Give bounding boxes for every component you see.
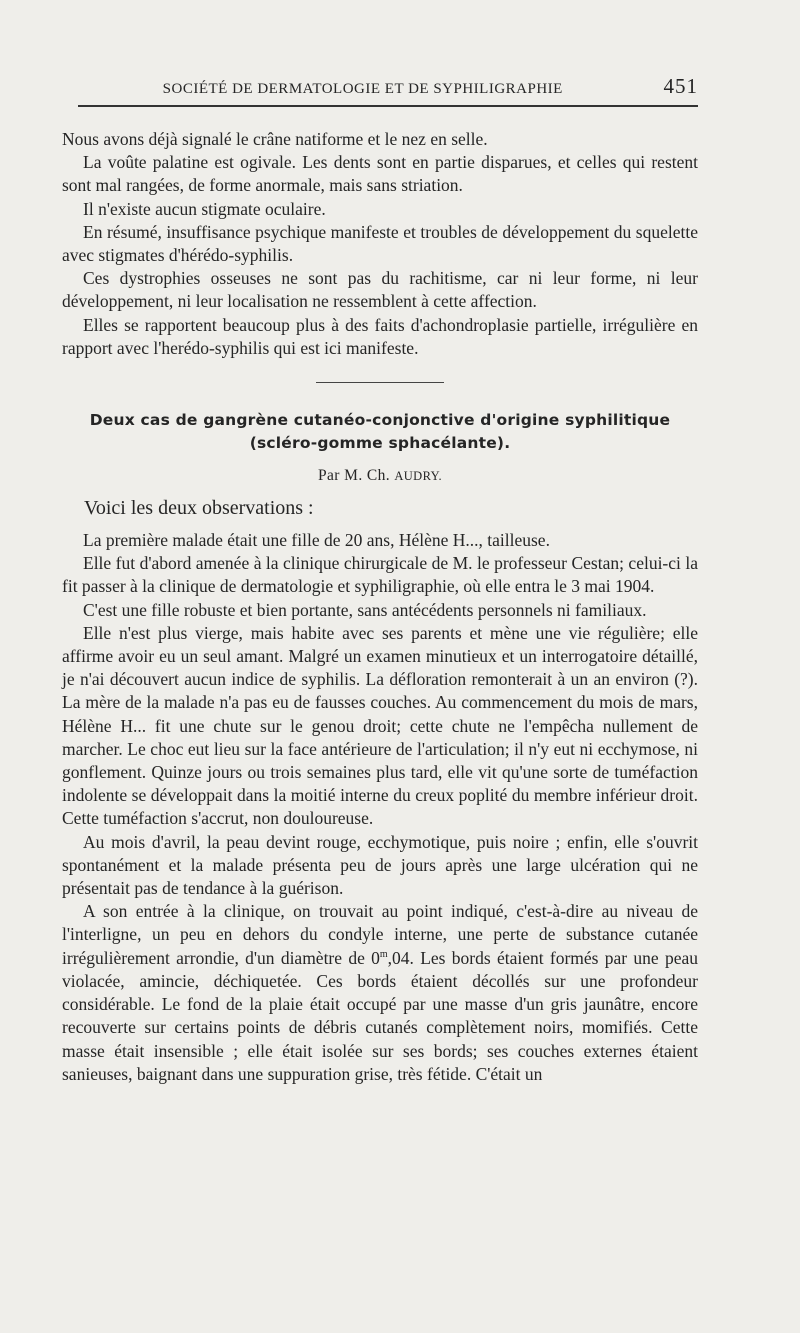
paragraph-crane: Nous avons déjà signalé le crâne natiforme et le nez en selle. [62, 129, 488, 149]
page-number: 451 [663, 74, 698, 98]
paragraph-resume: En résumé, insuffisance psychique manifeste et troubles de développement du squelette avec stigmates d'hérédo-syphilis. [62, 221, 698, 266]
paragraph-premiere-malade: La première malade était une fille de 20 ans, Hélène H..., tailleuse. [83, 530, 550, 551]
paragraph-stigmate-oculaire: Il n'existe aucun stigmate oculaire. [83, 198, 326, 219]
paragraph-anamnese: Elle n'est plus vierge, mais habite avec ses parents et mène une vie régulière; elle affirme avoir eu un seul amant. Malgré un examen minutieux et un interrogatoire détaillé, je n'ai découvert aucun indice de syphilis. La défloration remonterait à un an environ (?). La mère de la malade n'a pas eu de fausses couches. Au commencement du mois de mars, Hélène H... fit une chute sur le genou droit; cette chute ne l'empêcha nullement de marcher. Le choc eut lieu sur la face antérieure de l'articulation; il n'y eut ni ecchymose, ni gonflement. Quinze jours ou trois semaines plus tard, elle vit qu'une sorte de tuméfaction indolente se développait dans la moitié interne du creux poplité du membre inférieur droit. Cette tuméfaction s'accrut, non douloureuse. [62, 622, 698, 829]
section-separator [316, 382, 444, 383]
observations-intro: Voici les deux observations : [84, 497, 314, 520]
page-header [62, 74, 698, 99]
paragraph-achondroplasie: Elles se rapportent beaucoup plus à des faits d'achondroplasie partielle, irrégulière en rapport avec l'herédo-syphilis qui est ici manifeste. [62, 314, 698, 358]
byline-prefix: Par M. [318, 467, 367, 485]
entree-text-before: A son entrée à la clinique, on trouvait au point indiqué, c'est-à-dire au niveau de l'interligne, un peu en dehors du condyle interne, une perte de substance cutanée irrégulièrement arrondie, d'un diamètre de 0 [62, 901, 698, 968]
paragraph-entree-clinique [62, 900, 698, 1086]
page-body [62, 128, 698, 1086]
paragraph-dystrophies: Ces dystrophies osseuses ne sont pas du rachitisme, car ni leur forme, ni leur développement, ni leur localisation ne ressemblent à cette affection. [62, 268, 698, 312]
paragraph-avril: Au mois d'avril, la peau devint rouge, ecchymotique, puis noire ; enfin, elle s'ouvrit spontanément et la malade présenta peu de jours après une large ulcération qui ne présentait pas de tendance à la guérison. [62, 831, 698, 899]
running-title: SOCIÉTÉ DE DERMATOLOGIE ET DE SYPHILIGRAPHIE [162, 81, 563, 97]
header-rule [78, 105, 698, 107]
article-title-line-1: Deux cas de gangrène cutanéo-conjonctive d'origine syphilitique [89, 411, 671, 430]
paragraph-fille-robuste: C'est une fille robuste et bien portante, sans antécédents personnels ni familiaux. [83, 599, 647, 620]
entree-text-after: ,04. Les bords étaient formés par une peau violacée, amincie, déchiquetée. Ces bords étaient décollés sur une profondeur considérable. Le fond de la plaie était occupé par une masse d'un gris jaunâtre, encore recouverte sur certains points de débris cutanés complètement noirs, momifiés. Cette masse était insensible ; elle était isolée sur ses bords; ses couches externes étaient sanieuses, baignant dans une suppuration grise, très fétide. C'était un [62, 947, 698, 1084]
author-name: AUDRY. [394, 469, 442, 484]
author-initial: Ch. [366, 467, 391, 485]
paragraph-voute-palatine: La voûte palatine est ogivale. Les dents sont en partie disparues, et celles qui restent sont mal rangées, de forme anormale, mais sans striation. [62, 152, 698, 196]
paragraph-clinique-chirurgicale: Elle fut d'abord amenée à la clinique chirurgicale de M. le professeur Cestan; celui-ci la fit passer à la clinique de dermatologie et syphiligraphie, où elle entra le 3 mai 1904. [62, 553, 698, 597]
unit-superscript: m [379, 948, 388, 960]
article-title-line-2: (scléro-gomme sphacélante). [249, 434, 511, 453]
article-byline [62, 467, 698, 485]
